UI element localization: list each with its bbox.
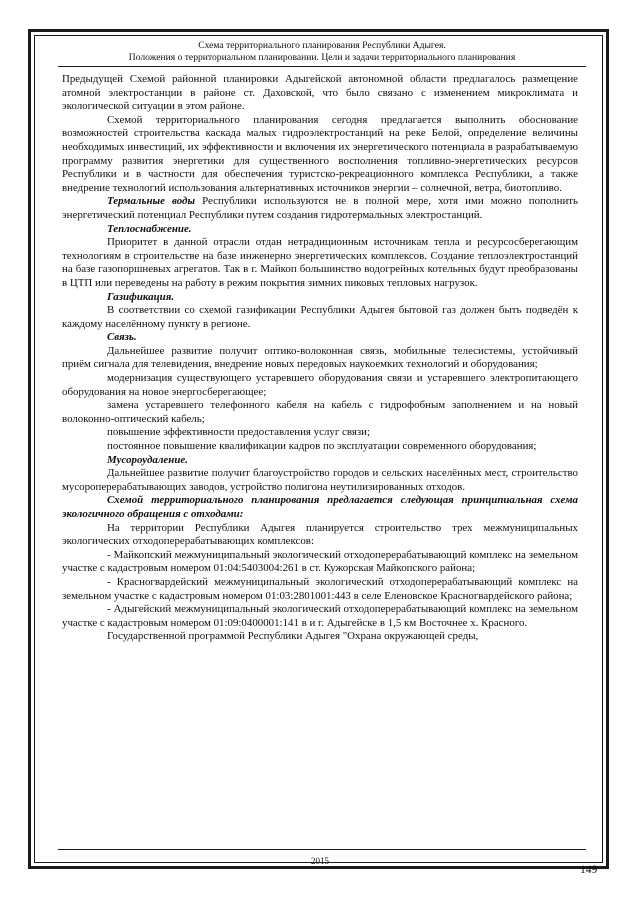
paragraph <box>62 195 578 222</box>
paragraph-lead: Термальные воды <box>107 195 195 208</box>
paragraph: Предыдущей Схемой районной планировки Адыгейской автономной области предлагалось размещение атомной электростанции в районе ст. Даховской, что было связано с изменением микроклимата и экологической ситуации в этом районе. <box>62 73 578 113</box>
paragraph: модернизация существующего устаревшего оборудования связи и устаревшего электропитающего оборудования на новое энергосберегающее; <box>62 372 578 398</box>
section-heading: Схемой территориального планирования предлагается следующая принципиальная схема экологичного обращения с отходами: <box>62 494 578 520</box>
paragraph: замена устаревшего телефонного кабеля на кабель с гидрофобным заполнением и на новый волоконно-оптический кабель; <box>62 399 578 425</box>
running-header <box>62 40 582 64</box>
header-title: Схема территориального планирования Республики Адыгея. <box>198 40 446 51</box>
paragraph: - Красногвардейский межмуниципальный экологический отходоперерабатывающий комплекс на земельном участке с кадастровым номером 01:03:2801001:443 в селе Еленовское Красногвардейского района; <box>62 575 578 602</box>
section-heading: Мусороудаление. <box>107 453 188 466</box>
footer-year: 2015 <box>311 856 329 866</box>
footer-divider <box>58 849 586 850</box>
paragraph: постоянное повышение квалификации кадров по эксплуатации современного оборудования; <box>107 440 537 453</box>
paragraph: повышение эффективности предоставления услуг связи; <box>107 426 371 439</box>
header-divider <box>58 66 586 67</box>
paragraph: Дальнейшее развитие получит благоустройство городов и сельских населённых мест, строительство мусороперерабатывающих заводов, устройство полигона неутилизированных отходов. <box>62 467 578 493</box>
paragraph: Государственной программой Республики Адыгея "Охрана окружающей среды, <box>107 630 479 643</box>
paragraph: - Майкопский межмуниципальный экологический отходоперерабатывающий комплекс на земельном участке с кадастровым номером 01:04:5403004:261 в ст. Кужорская Майкопского района; <box>62 548 578 575</box>
section-heading: Связь. <box>107 331 137 344</box>
paragraph-text: Республики используются не в полной мере, хотя ими можно пополнить энергетический потенциал Республики путем создания гидротермальных электростанций. <box>62 195 578 221</box>
paragraph: Схемой территориального планирования сегодня предлагается выполнить обоснование возможностей строительства каскада малых гидроэлектростанций на реке Белой, определение величины необходимых инвестиций, их эффективности и включения их энергетического потенциала в разрабатываемую программу развития энергетики для существенного восполнения топливно-энергетических ресурсов Республики и в частности для обеспечения туристско-рекреационного комплекса Республики, а также внедрение технологий использования альтернативных источников энергии – солнечной, ветра, биотопливо. <box>62 113 578 194</box>
paragraph: Дальнейшее развитие получит оптико-волоконная связь, мобильные телесистемы, устойчивый приём сигнала для телевидения, внедрение новых передовых наукоемких технологий и оборудования; <box>62 344 578 371</box>
document-body <box>62 73 578 644</box>
section-heading: Газификация. <box>107 290 175 303</box>
paragraph: Приоритет в данной отрасли отдан нетрадиционным источникам тепла и ресурсосберегающим технологиям в строительстве на базе инженерно энергетических комплексов. Создание теплоэлектростанций на базе газопоршневых агрегатов. Так в г. Майкоп большинство водогрейных котельных будут преобразованы в ЦТП или переведены на работу в режим покрытия зимних пиковых тепловых нагрузок. <box>62 236 578 289</box>
paragraph: На территории Республики Адыгея планируется строительство трех межмуниципальных экологических отходоперерабатывающих комплексов: <box>62 521 578 548</box>
header-subtitle: Положения о территориальном планировании. Цели и задачи территориального планирования <box>128 52 516 63</box>
paragraph: - Адыгейский межмуниципальный экологический отходоперерабатывающий комплекс на земельном участке с кадастровым номером 01:09:0400001:141 в и г. Адыгейске в 1,5 км Восточнее х. Красного. <box>62 603 578 629</box>
section-heading: Теплоснабжение. <box>107 222 192 235</box>
page-number: 149 <box>580 864 598 876</box>
paragraph: В соответствии со схемой газификации Республики Адыгея бытовой газ должен быть подведён к каждому населённому пункту в регионе. <box>62 304 578 330</box>
